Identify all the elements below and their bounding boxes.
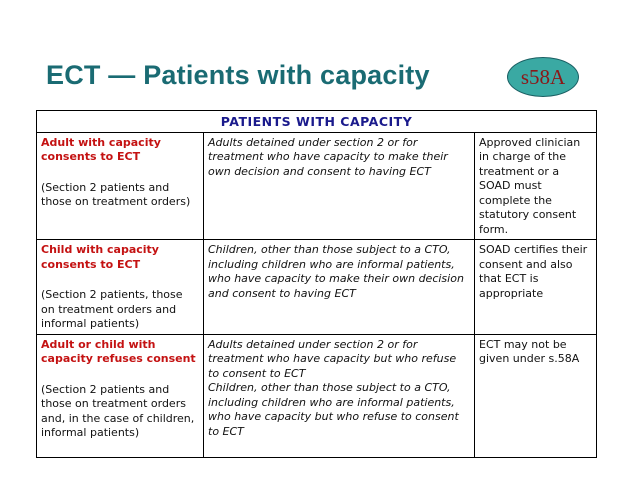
table-row [37,334,597,457]
description-text: Children, other than those subject to a CTO, including children who are informal patients, who have capacity to make their own decision and consent to having ECT [208,243,464,300]
scope-note: (Section 2 patients, those on treatment orders and informal patients) [41,288,183,330]
section-badge: s58A [507,57,579,97]
category-label: Adult or child with capacity refuses consent [41,337,196,365]
description-text: Adults detained under section 2 or for treatment who have capacity to make their own decision and consent to having ECT [208,135,448,178]
table-row [37,132,597,240]
category-cell [37,132,204,240]
table-header: PATIENTS WITH CAPACITY [37,111,597,133]
outcome-text: Approved clinician in charge of the treatment or a SOAD must complete the statutory consent form. [479,135,581,236]
outcome-cell [475,240,597,335]
outcome-cell [475,334,597,457]
category-cell [37,334,204,457]
category-label: Child with capacity consents to ECT [41,243,159,271]
description-cell [204,132,475,240]
table-header-row [37,111,597,133]
page-title: ECT — Patients with capacity [46,60,430,90]
description-cell [204,334,475,457]
description-text-secondary: Children, other than those subject to a CTO, including children who are informal patients, who have capacity but who refuse to consent to ECT [208,381,459,438]
category-cell [37,240,204,335]
outcome-cell [475,132,597,240]
capacity-table [36,110,597,458]
outcome-text: SOAD certifies their consent and also that ECT is appropriate [479,243,588,300]
table-row [37,240,597,335]
description-text: Adults detained under section 2 or for treatment who have capacity but who refuse to consent to ECT [208,337,457,380]
scope-note: (Section 2 patients and those on treatment orders) [41,180,191,208]
description-cell [204,240,475,335]
scope-note: (Section 2 patients and those on treatment orders and, in the case of children, informal patients) [41,382,195,439]
category-label: Adult with capacity consents to ECT [41,135,161,163]
outcome-text: ECT may not be given under s.58A [479,337,580,365]
